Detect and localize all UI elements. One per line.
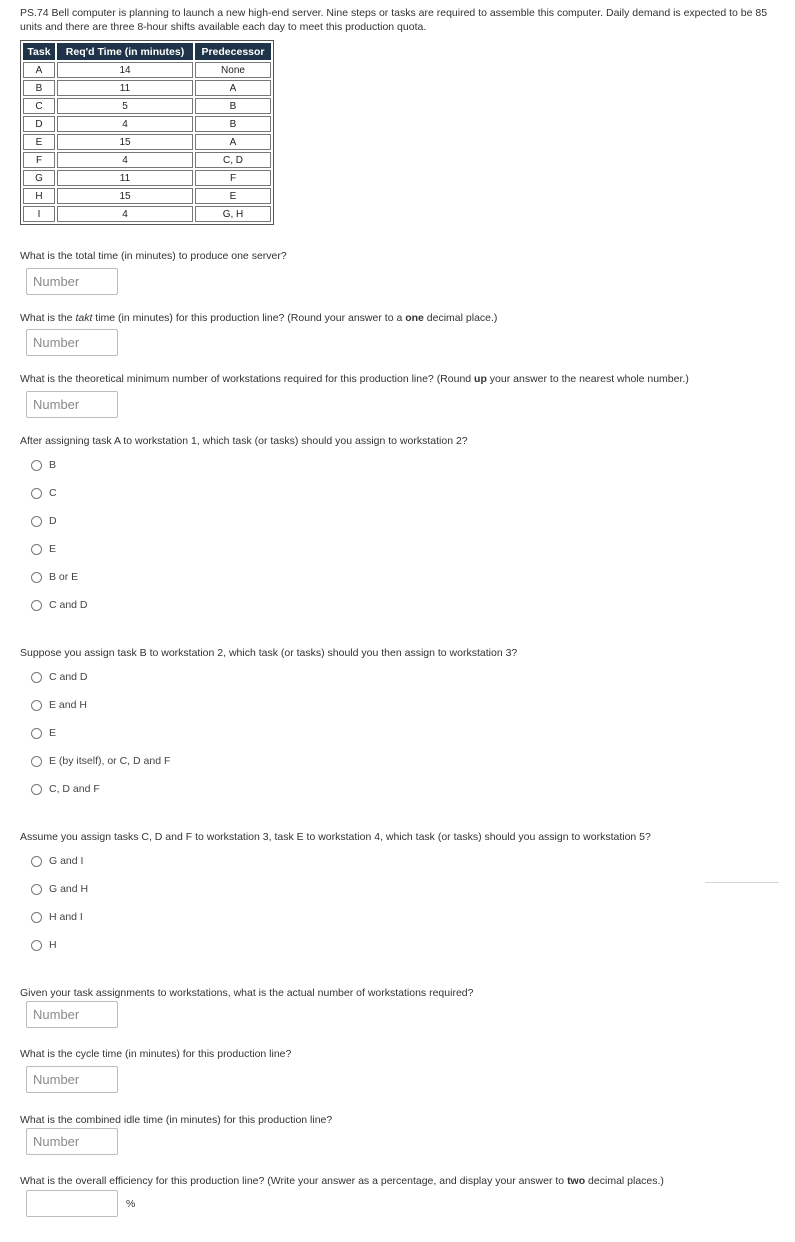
radio-option[interactable] (31, 726, 56, 740)
task-time-cell: 11 (57, 80, 193, 96)
task-time-cell: 4 (57, 206, 193, 222)
task-predecessor-cell: B (195, 116, 271, 132)
divider-line (705, 882, 779, 883)
task-id-cell: E (23, 134, 55, 150)
radio-button[interactable] (31, 940, 42, 951)
question-cycle-time: What is the cycle time (in minutes) for this production line? (20, 1048, 292, 1060)
radio-option[interactable] (31, 598, 88, 612)
question-efficiency (20, 1175, 664, 1187)
task-time-cell: 5 (57, 98, 193, 114)
task-row (23, 206, 271, 222)
task-predecessor-cell: None (195, 62, 271, 78)
radio-option-label: E and H (49, 699, 87, 711)
radio-option-label: B or E (49, 571, 79, 583)
radio-option[interactable] (31, 782, 100, 796)
task-time-cell: 4 (57, 152, 193, 168)
radio-option-label: D (49, 515, 57, 527)
task-time-cell: 14 (57, 62, 193, 78)
radio-option-label: E (49, 543, 57, 555)
radio-option[interactable] (31, 570, 78, 584)
q2-text-italic: takt (75, 312, 93, 324)
q2-text-mid: time (in minutes) for this production line? (Round your answer to a (92, 312, 406, 324)
radio-button[interactable] (31, 488, 42, 499)
task-table-header-row (23, 43, 271, 60)
question-idle-time: What is the combined idle time (in minutes) for this production line? (20, 1114, 333, 1126)
task-id-cell: F (23, 152, 55, 168)
radio-button[interactable] (31, 544, 42, 555)
task-predecessor-cell: G, H (195, 206, 271, 222)
task-predecessor-cell: B (195, 98, 271, 114)
radio-option-label: H (49, 939, 57, 951)
question-workstation-5: Assume you assign tasks C, D and F to workstation 3, task E to workstation 4, which task (or tasks) should you assign to workstation 5? (20, 831, 651, 843)
task-row (23, 62, 271, 78)
radio-option[interactable] (31, 670, 88, 684)
question-min-workstations (20, 373, 689, 385)
task-table (20, 40, 274, 225)
q10-text-bold: two (567, 1175, 586, 1187)
radio-button[interactable] (31, 912, 42, 923)
radio-option-label: H and I (49, 911, 83, 923)
cycle-time-input[interactable] (26, 1066, 118, 1093)
radio-option-label: C and D (49, 599, 88, 611)
radio-button[interactable] (31, 728, 42, 739)
task-id-cell: D (23, 116, 55, 132)
task-id-cell: C (23, 98, 55, 114)
q10-text-pre: What is the overall efficiency for this production line? (Write your answer as a percentage, and display your answer to (20, 1175, 568, 1187)
task-predecessor-cell: A (195, 134, 271, 150)
question-total-time: What is the total time (in minutes) to produce one server? (20, 250, 287, 262)
actual-workstations-input[interactable] (26, 1001, 118, 1028)
radio-option-label: G and I (49, 855, 84, 867)
radio-option[interactable] (31, 458, 56, 472)
header-predecessor: Predecessor (195, 43, 271, 60)
radio-button[interactable] (31, 784, 42, 795)
percent-unit-label: % (126, 1198, 136, 1210)
takt-time-input[interactable] (26, 329, 118, 356)
radio-option[interactable] (31, 938, 57, 952)
header-required-time: Req'd Time (in minutes) (57, 43, 193, 60)
q3-text-post: your answer to the nearest whole number.) (486, 373, 689, 385)
radio-button[interactable] (31, 884, 42, 895)
radio-option[interactable] (31, 514, 57, 528)
task-id-cell: B (23, 80, 55, 96)
task-time-cell: 4 (57, 116, 193, 132)
radio-option[interactable] (31, 910, 83, 924)
radio-option-label: C (49, 487, 57, 499)
q3-text-pre: What is the theoretical minimum number of workstations required for this production line? (Round (20, 373, 475, 385)
header-task: Task (23, 43, 55, 60)
task-row (23, 188, 271, 204)
task-predecessor-cell: F (195, 170, 271, 186)
task-id-cell: I (23, 206, 55, 222)
radio-button[interactable] (31, 756, 42, 767)
idle-time-input[interactable] (26, 1128, 118, 1155)
problem-statement: PS.74 Bell computer is planning to launch a new high-end server. Nine steps or tasks are required to assemble this computer. Daily demand is expected to be 85 units and there are three 8-hour shifts available each day to meet this production quota. (20, 7, 768, 33)
radio-option-label: C and D (49, 671, 88, 683)
q10-text-post: decimal places.) (585, 1175, 664, 1187)
question-workstation-3: Suppose you assign task B to workstation 2, which task (or tasks) should you then assign to workstation 3? (20, 647, 518, 659)
total-time-input[interactable] (26, 268, 118, 295)
radio-button[interactable] (31, 460, 42, 471)
q2-text-pre: What is the (20, 312, 76, 324)
task-row (23, 98, 271, 114)
radio-button[interactable] (31, 856, 42, 867)
q3-text-bold: up (474, 373, 487, 385)
efficiency-input[interactable] (26, 1190, 118, 1217)
question-takt-time (20, 312, 497, 324)
radio-option[interactable] (31, 542, 56, 556)
radio-button[interactable] (31, 600, 42, 611)
radio-option-label: E (49, 727, 57, 739)
radio-button[interactable] (31, 700, 42, 711)
radio-button[interactable] (31, 516, 42, 527)
radio-option-label: C, D and F (49, 783, 100, 795)
task-table-body (23, 62, 271, 222)
radio-option-label: E (by itself), or C, D and F (49, 755, 171, 767)
q2-text-post: decimal place.) (423, 312, 498, 324)
task-predecessor-cell: E (195, 188, 271, 204)
task-predecessor-cell: A (195, 80, 271, 96)
task-row (23, 170, 271, 186)
question-workstation-2: After assigning task A to workstation 1, which task (or tasks) should you assign to workstation 2? (20, 435, 468, 447)
radio-option[interactable] (31, 486, 57, 500)
task-id-cell: A (23, 62, 55, 78)
task-id-cell: H (23, 188, 55, 204)
task-row (23, 152, 271, 168)
radio-button[interactable] (31, 672, 42, 683)
task-row (23, 80, 271, 96)
task-time-cell: 11 (57, 170, 193, 186)
radio-button[interactable] (31, 572, 42, 583)
radio-option-label: G and H (49, 883, 89, 895)
task-row (23, 134, 271, 150)
task-predecessor-cell: C, D (195, 152, 271, 168)
task-row (23, 116, 271, 132)
question-actual-workstations: Given your task assignments to workstations, what is the actual number of workstations required? (20, 987, 474, 999)
min-workstations-input[interactable] (26, 391, 118, 418)
task-time-cell: 15 (57, 134, 193, 150)
task-id-cell: G (23, 170, 55, 186)
radio-option[interactable] (31, 754, 170, 768)
radio-option[interactable] (31, 882, 88, 896)
radio-option[interactable] (31, 854, 83, 868)
task-time-cell: 15 (57, 188, 193, 204)
radio-option-label: B (49, 459, 57, 471)
q2-text-bold: one (405, 312, 424, 324)
radio-option[interactable] (31, 698, 87, 712)
